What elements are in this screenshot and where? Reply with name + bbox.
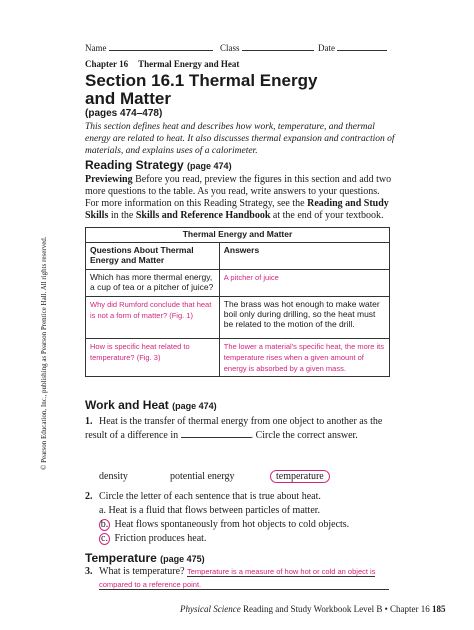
option-b[interactable]: b. Heat flows spontaneously from hot objects to cold objects. xyxy=(100,519,350,530)
option-c[interactable]: c. Friction produces heat. xyxy=(99,533,206,545)
chapter-title: Thermal Energy and Heat xyxy=(138,59,240,69)
chapter-number: Chapter 16 xyxy=(85,59,129,69)
question-3-answer-line1[interactable]: Temperature is a measure of how hot or cold an object is xyxy=(187,567,376,576)
answer-cell[interactable]: A pitcher of juice xyxy=(223,273,279,282)
table-row xyxy=(86,297,390,339)
table-row xyxy=(86,339,390,377)
footer-bullet: • xyxy=(384,604,388,614)
date-blank[interactable] xyxy=(337,41,387,51)
question-1: 1. Heat is the transfer of thermal energy from one object to another as the result of a difference in . Circle the correct answer. xyxy=(85,416,383,441)
option-a[interactable]: a. Heat is a fluid that flows between particles of matter. xyxy=(99,505,321,516)
col-header-answers: Answers xyxy=(219,243,389,270)
question-1-number: 1. xyxy=(85,416,93,427)
page-footer xyxy=(180,604,445,614)
question-2-number: 2. xyxy=(85,491,93,502)
copyright-sidebar: © Pearson Education, Inc., publishing as Pearson Prentice Hall. All rights reserved. xyxy=(40,236,48,470)
name-field xyxy=(85,41,213,53)
footer-book-title: Physical Science xyxy=(180,604,241,614)
question-3: 3. What is temperature? Temperature is a measure of how hot or cold an object is xyxy=(85,566,376,577)
previewing-lead: Previewing xyxy=(85,174,133,185)
class-field xyxy=(220,41,314,53)
question-cell: Which has more thermal energy, a cup of tea or a pitcher of juice? xyxy=(86,270,220,297)
footer-page-number: 185 xyxy=(431,604,446,614)
col-header-questions: Questions About Thermal Energy and Matter xyxy=(86,243,220,270)
temperature-heading xyxy=(85,551,205,565)
class-blank[interactable] xyxy=(242,41,314,51)
option-c-letter-circled: c. xyxy=(99,533,110,545)
section-pages: (pages 474–478) xyxy=(85,108,163,119)
reading-strategy-heading xyxy=(85,158,232,172)
class-label: Class xyxy=(220,43,240,53)
table-row xyxy=(86,270,390,297)
date-label: Date xyxy=(318,43,335,53)
question-2: 2. Circle the letter of each sentence that is true about heat. xyxy=(85,491,321,502)
option-b-letter-circled: b. xyxy=(100,519,109,530)
answer-cell[interactable]: The lower a material's specific heat, the more its temperature rises when a given amount of energy is absorbed by a given mass. xyxy=(223,342,384,373)
section-title xyxy=(85,72,317,108)
question-1-blank[interactable] xyxy=(181,428,251,438)
reading-strategy-title: Reading Strategy xyxy=(85,158,184,172)
choice-temperature-circled[interactable]: temperature xyxy=(270,471,330,482)
work-heat-heading xyxy=(85,398,217,412)
temperature-page: (page 475) xyxy=(160,554,205,564)
name-label: Name xyxy=(85,43,107,53)
temperature-title: Temperature xyxy=(85,551,157,565)
reading-strategy-page: (page 474) xyxy=(187,161,232,171)
section-title-line2: and Matter xyxy=(85,89,171,108)
reading-strategy-text: Previewing Before you read, preview the figures in this section and add two more questions to the table. As you read, write answers to your questions. For more information on this Reading Strategy, see the Reading and Study Skills in the Skills and Reference Handbook at the end of your textbook. xyxy=(85,174,392,221)
date-field xyxy=(318,41,387,53)
section-intro: This section defines heat and describes how work, temperature, and thermal energy are related to heat. It also discusses thermal expansion and contraction of materials, and explains uses of a calorimeter. xyxy=(85,122,395,156)
table-title: Thermal Energy and Matter xyxy=(86,228,390,243)
work-heat-page: (page 474) xyxy=(172,401,217,411)
question-cell[interactable]: How is specific heat related to temperature? (Fig. 3) xyxy=(90,342,190,362)
section-title-line1: Section 16.1 Thermal Energy xyxy=(85,71,318,90)
chapter-line xyxy=(85,59,239,69)
choice-density[interactable]: density xyxy=(99,471,128,482)
answer-cell: The brass was hot enough to make water boil only during drilling, so the heat must be related to the motion of the drill. xyxy=(219,297,389,339)
question-3-number: 3. xyxy=(85,566,93,577)
footer-chapter: Chapter 16 xyxy=(389,604,430,614)
question-3-answer-line2[interactable]: compared to a reference point. xyxy=(99,580,389,590)
thermal-energy-table xyxy=(85,227,390,377)
work-heat-title: Work and Heat xyxy=(85,398,169,412)
question-cell[interactable]: Why did Rumford conclude that heat is not a form of matter? (Fig. 1) xyxy=(90,300,212,320)
footer-book-rest: Reading and Study Workbook Level B xyxy=(242,604,383,614)
option-a-letter: a. xyxy=(99,505,106,516)
choice-potential-energy[interactable]: potential energy xyxy=(170,471,235,482)
name-blank[interactable] xyxy=(109,41,213,51)
